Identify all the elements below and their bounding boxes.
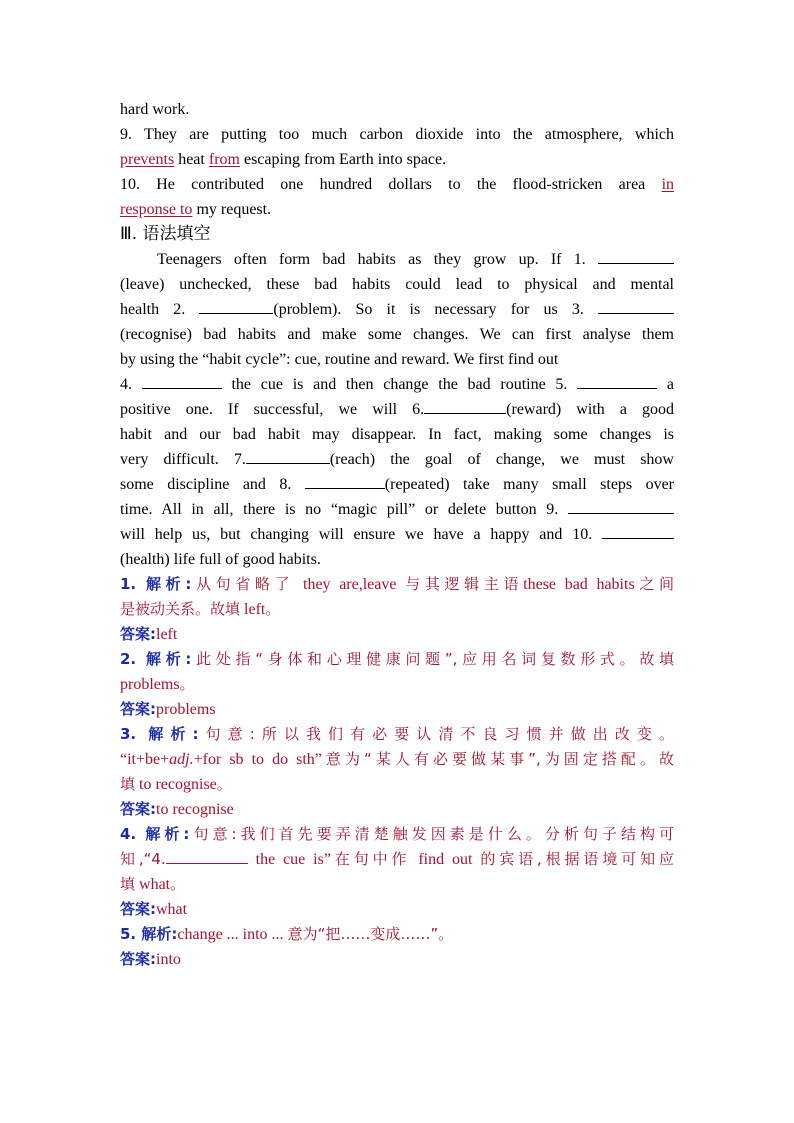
- answer-value: into: [156, 951, 181, 968]
- text: 是被动关系。故填: [120, 600, 241, 618]
- answer-label: 答案:: [120, 950, 156, 968]
- explanation-3: [120, 722, 674, 747]
- explanation-1: [120, 572, 674, 597]
- blank-4-ref: [166, 849, 248, 864]
- text: a: [666, 376, 674, 393]
- text: (problem). So it is necessary for us 3.: [273, 301, 584, 318]
- text: 。: [265, 600, 281, 618]
- blank-1: [598, 249, 674, 264]
- text: hard work.: [120, 101, 190, 118]
- explanation-4: [120, 822, 674, 847]
- blank-5: [577, 374, 657, 389]
- text: (reward) with a good: [506, 401, 674, 418]
- passage-line: [120, 447, 674, 472]
- answer-response-to: response to: [120, 201, 193, 218]
- text: 从句省略了: [191, 575, 295, 593]
- text: 与其逻辑主语: [405, 575, 524, 593]
- blank-4: [142, 374, 222, 389]
- text: what: [139, 876, 171, 893]
- passage-line: [120, 247, 674, 272]
- text: will help us, but changing will ensure we have a happy and 10.: [120, 526, 593, 543]
- question-10-cont: [120, 197, 674, 222]
- explanation-label: 3. 解析:: [120, 725, 199, 743]
- passage-line: [120, 547, 674, 572]
- explanation-3-cont: [120, 747, 674, 772]
- answer-value: to recognise: [156, 801, 234, 818]
- explanation-2: [120, 647, 674, 672]
- answer-label: 答案:: [120, 800, 156, 818]
- text: by using the “habit cycle”: cue, routine and reward. We first find out: [120, 351, 559, 368]
- answer-5: [120, 947, 674, 972]
- explanation-label: 2. 解析:: [120, 650, 192, 668]
- answer-value: left: [156, 626, 178, 643]
- question-9: [120, 122, 674, 147]
- passage-line: [120, 372, 674, 397]
- answer-3: [120, 797, 674, 822]
- blank-10: [602, 524, 674, 539]
- passage-line: [120, 522, 674, 547]
- heading-text: Ⅲ. 语法填空: [120, 224, 211, 244]
- text: 句意:所以我们有必要认清不良习惯并做出改变。: [198, 725, 674, 743]
- explanation-2-cont: [120, 672, 674, 697]
- blank-9: [568, 499, 674, 514]
- text: 知,“4.: [120, 850, 166, 868]
- blank-3: [598, 299, 674, 314]
- answer-value: what: [156, 901, 188, 918]
- text: Teenagers often form bad habits as they grow up. If 1.: [157, 251, 586, 268]
- blank-7: [246, 449, 330, 464]
- text: the cue is and then change the bad routine 5.: [231, 376, 568, 393]
- answer-in: in: [661, 176, 675, 193]
- text: (health) life full of good habits.: [120, 551, 321, 568]
- blank-6: [424, 399, 506, 414]
- passage-line: [120, 472, 674, 497]
- answer-label: 答案:: [120, 700, 156, 718]
- answer-4: [120, 897, 674, 922]
- text: find out: [418, 851, 473, 868]
- passage-line: [120, 297, 674, 322]
- explanation-5: [120, 922, 674, 947]
- answer-1: [120, 622, 674, 647]
- answer-from: from: [208, 151, 240, 168]
- blank-2: [199, 299, 273, 314]
- answer-2: [120, 697, 674, 722]
- text: 此处指“身体和心理健康问题”,应用名词复数形式。故填: [191, 650, 675, 668]
- text: 之间: [634, 575, 675, 593]
- text: heat: [178, 151, 205, 168]
- text: +for sb to do sth”: [193, 751, 322, 768]
- text: change ... into ...: [177, 926, 284, 943]
- text-line: [120, 97, 674, 122]
- question-9-cont: [120, 147, 674, 172]
- question-10: [120, 172, 674, 197]
- explanation-3-cont2: [120, 772, 674, 797]
- text: 填: [120, 875, 136, 893]
- text: my request.: [196, 201, 272, 218]
- explanation-4-cont2: [120, 872, 674, 897]
- text: “it+be+: [120, 751, 170, 768]
- text: 4.: [120, 376, 132, 393]
- text: 的宾语,根据语境可知应: [480, 850, 674, 868]
- text: 10. He contributed one hundred dollars to the flood-stricken area: [120, 176, 646, 193]
- section-heading: [120, 222, 674, 247]
- text: 句意:我们首先要弄清楚触发因素是什么。分析句子结构可: [189, 825, 674, 843]
- text: left: [244, 601, 266, 618]
- text: escaping from Earth into space.: [243, 151, 447, 168]
- explanation-1-cont: [120, 597, 674, 622]
- blank-8: [305, 474, 385, 489]
- answer-prevents: prevents: [120, 151, 175, 168]
- text: 。: [216, 775, 232, 793]
- passage-line: [120, 497, 674, 522]
- passage-line: [120, 347, 674, 372]
- text: 在句中作: [330, 850, 411, 868]
- text: 填: [120, 775, 136, 793]
- text: very difficult. 7.: [120, 451, 246, 468]
- passage-line: [120, 322, 674, 347]
- explanation-label: 4. 解析:: [120, 825, 190, 843]
- text: (reach) the goal of change, we must show: [329, 451, 674, 468]
- text: (repeated) take many small steps over: [384, 476, 675, 493]
- text: 意为“某人有必要做某事”,为固定搭配。故: [321, 750, 675, 768]
- explanation-4-cont: [120, 847, 674, 872]
- text: adj.: [169, 751, 194, 768]
- text: positive one. If successful, we will 6.: [120, 401, 425, 418]
- text: they are,leave: [303, 576, 397, 593]
- text: problems: [120, 676, 180, 693]
- text: habit and our bad habit may disappear. In fact, making some changes is: [120, 426, 674, 443]
- answer-label: 答案:: [120, 625, 156, 643]
- passage-line: [120, 272, 674, 297]
- explanation-label: 5. 解析:: [120, 925, 178, 943]
- text: 9. They are putting too much carbon dioxide into the atmosphere, which: [120, 126, 674, 143]
- passage-line: [120, 422, 674, 447]
- document-page: [120, 97, 674, 972]
- text: some discipline and 8.: [120, 476, 292, 493]
- text: (leave) unchecked, these bad habits could lead to physical and mental: [120, 276, 674, 293]
- text: 意为“把……变成……”。: [287, 925, 454, 943]
- passage-line: [120, 397, 674, 422]
- text: (recognise) bad habits and make some changes. We can first analyse them: [120, 326, 674, 343]
- text: health 2.: [120, 301, 186, 318]
- text: time. All in all, there is no “magic pill” or delete button 9.: [120, 501, 559, 518]
- text: to recognise: [139, 776, 217, 793]
- answer-value: problems: [156, 701, 216, 718]
- text: 。: [170, 875, 186, 893]
- text: the cue is”: [255, 851, 331, 868]
- text: these bad habits: [523, 576, 635, 593]
- answer-label: 答案:: [120, 900, 156, 918]
- explanation-label: 1. 解析:: [120, 575, 192, 593]
- text: 。: [179, 675, 195, 693]
